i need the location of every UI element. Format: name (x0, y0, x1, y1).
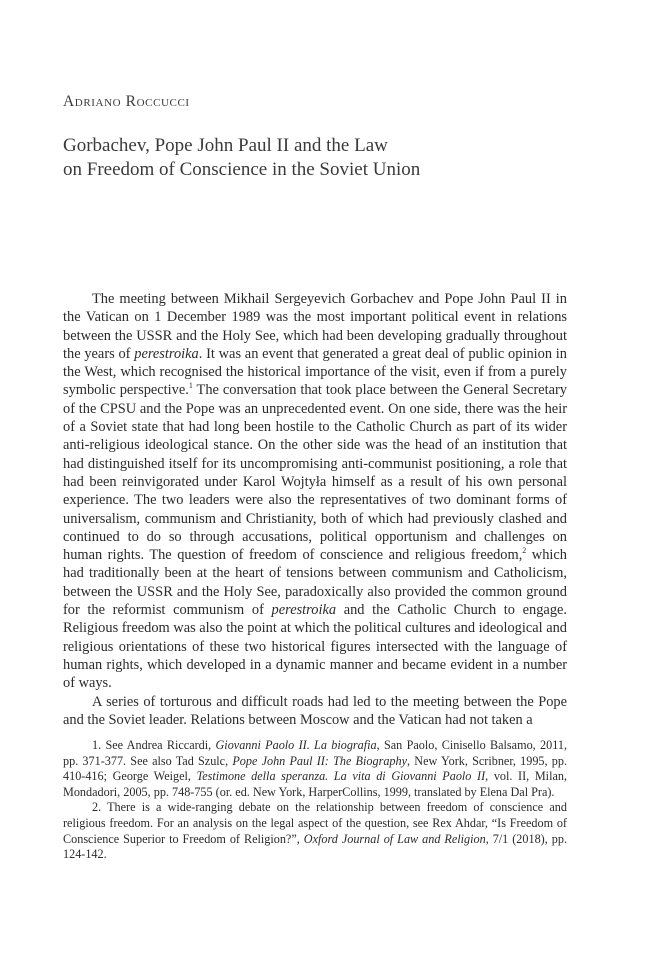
book-title: Testimone della speranza. La vita di Giovanni Paolo II (196, 769, 486, 784)
text-span: . It was an event that generated a great deal of public opinion in the West, which recognised the historical importance of the visit, even if from a purely symbolic perspective. (63, 345, 567, 399)
title-line-2: on Freedom of Conscience in the Soviet Union (63, 159, 421, 180)
text-span: The conversation that took place between the General Secretary of the CPSU and the Pope was an unprecedented event. On one side, there was the heir of a Soviet state that had long been hostile to the Catholic Church as part of its wider anti-religious ideological stance. On the other side was the head of an institution that had distinguished itself for its uncompromising anti-communist positioning, a role that had been reinvigorated under Karol Wojtyła himself as a result of his own personal experience. The two leaders were also the representatives of two dominant forms of universalism, communism and Christianity, both of which had previously clashed and continued to do so through accusations, political opportunism and challenges on human rights. The question of freedom of conscience and religious freedom, (63, 382, 567, 564)
text-span: 2. There is a wide-ranging debate on the relationship between freedom of conscience and religious freedom. For an analysis on the legal aspect of the question, see Rex Ahdar, “Is Freedom of Conscience Superior to Freedom of Religion?”, (63, 800, 567, 846)
text-span: , vol. II, Milan, Mondadori, 2005, pp. 748-755 (or. ed. New York, HarperCollins, 1999, translated by Elena Dal Pra). (63, 769, 568, 799)
body-paragraph-1 (63, 290, 567, 693)
book-title: Pope John Paul II: The Biography (232, 753, 408, 768)
article-title (63, 134, 603, 182)
italic-term: perestroika (134, 345, 199, 362)
body-paragraph-2: A series of torturous and difficult roads had led to the meeting between the Pope and the Soviet leader. Relations between Moscow and the Vatican had not taken a (63, 693, 567, 728)
text-span: The meeting between Mikhail Sergeyevich Gorbachev and Pope John Paul II in the Vatican on 1 December 1989 was the most important political event in relations between the USSR and the Holy See, which had been developing gradually throughout the years of (63, 291, 567, 362)
book-title: Giovanni Paolo II. La biografia (215, 738, 377, 752)
footnote-ref-1[interactable]: 1 (188, 381, 193, 391)
text-span: and the Catholic Church to engage. Religious freedom was also the point at which the political cultures and ideological and religious orientations of these two historical figures intersected with the language of human rights, which developed in a dynamic manner and became evident in a number of ways. (63, 602, 567, 692)
journal-title: Oxford Journal of Law and Religion (303, 831, 486, 846)
text-span: , San Paolo, Cinisello Balsamo, 2011, pp. 371-377. See also Tad Szulc, (63, 738, 567, 768)
text-span: , New York, Scribner, 1995, pp. 410-416; George Weigel, (63, 753, 567, 784)
footnotes (63, 738, 567, 863)
title-line-1: Gorbachev, Pope John Paul II and the Law (63, 135, 388, 156)
text-span: 1. See Andrea Riccardi, (92, 738, 216, 752)
footnote-2 (63, 800, 567, 862)
author-name: Adriano Roccucci (63, 93, 190, 110)
footnote-1 (63, 738, 567, 800)
text-span: which had traditionally been at the heart of tensions between communism and Catholicism, between the USSR and the Holy See, paradoxically also provided the common ground for the reformist communism of (63, 547, 567, 619)
italic-term: perestroika (271, 602, 337, 619)
text-span: , 7/1 (2018), pp. 124-142. (63, 831, 567, 862)
main-text (63, 290, 567, 729)
footnote-ref-2[interactable]: 2 (522, 546, 527, 556)
